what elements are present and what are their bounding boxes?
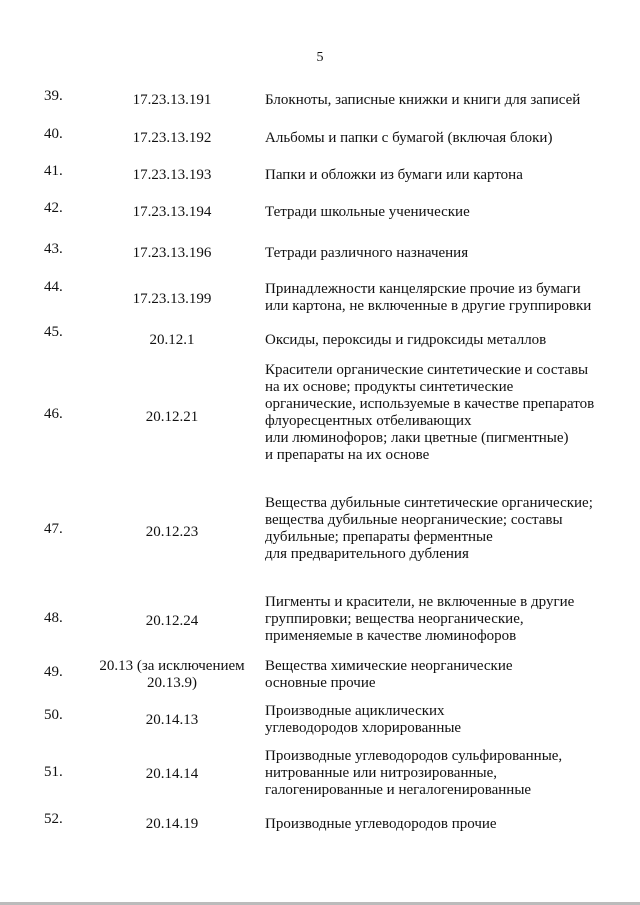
okpd-code: 20.12.1 [149,332,195,348]
row-number: 50. [44,707,63,723]
okpd-code: 20.12.24 [145,613,199,629]
row-description: Производные углеводородов прочие [265,816,497,832]
okpd-code: 17.23.13.191 [132,92,212,108]
row-description: Пигменты и красители, не включенные в другие группировки; вещества неорганические, применяемые в качестве люминофоров [265,594,575,644]
row-description: Оксиды, пероксиды и гидроксиды металлов [265,332,547,348]
row-description: Вещества дубильные синтетические органические; вещества дубильные неорганические; составы дубильные; препараты ферментные для предварительного дубления [265,495,593,562]
row-number: 42. [44,200,63,216]
row-description: Тетради школьные ученические [265,204,470,220]
okpd-code: 17.23.13.196 [132,245,212,261]
okpd-code: 20.13 (за исключением 20.13.9) [99,658,245,691]
row-description: Блокноты, записные книжки и книги для записей [265,92,581,108]
row-number: 46. [44,406,63,422]
row-description: Красители органические синтетические и составы на их основе; продукты синтетические органические, используемые в качестве препаратов флуоресцентных отбеливающих или люминофоров; лаки цветные (пигментные) и препараты на их основе [265,362,595,463]
row-number: 43. [44,241,63,257]
row-number: 47. [44,521,63,537]
row-description: Папки и обложки из бумаги или картона [265,167,523,183]
row-number: 51. [44,764,63,780]
row-description: Производные углеводородов сульфированные, нитрованные или нитрозированные, галогенированные и негалогенированные [265,748,563,798]
row-number: 40. [44,126,63,142]
okpd-code: 20.14.19 [145,816,199,832]
page-number: 5 [316,50,324,65]
okpd-code: 17.23.13.194 [132,204,212,220]
row-number: 41. [44,163,63,179]
row-number: 52. [44,811,63,827]
okpd-code: 17.23.13.192 [132,130,212,146]
row-description: Тетради различного назначения [265,245,469,261]
row-description: Альбомы и папки с бумагой (включая блоки) [265,130,553,146]
row-number: 48. [44,610,63,626]
row-number: 45. [44,324,63,340]
okpd-code: 17.23.13.193 [132,167,212,183]
okpd-code: 20.12.21 [145,409,199,425]
okpd-code: 20.14.13 [145,712,199,728]
row-number: 39. [44,88,63,104]
okpd-code: 20.12.23 [145,524,199,540]
okpd-code: 17.23.13.199 [132,291,212,307]
okpd-code: 20.14.14 [145,766,199,782]
row-number: 49. [44,664,63,680]
row-description: Вещества химические неорганические основные прочие [265,658,513,691]
row-number: 44. [44,279,63,295]
row-description: Производные ациклических углеводородов хлорированные [265,703,462,736]
row-description: Принадлежности канцелярские прочие из бумаги или картона, не включенные в другие группировки [265,281,592,314]
